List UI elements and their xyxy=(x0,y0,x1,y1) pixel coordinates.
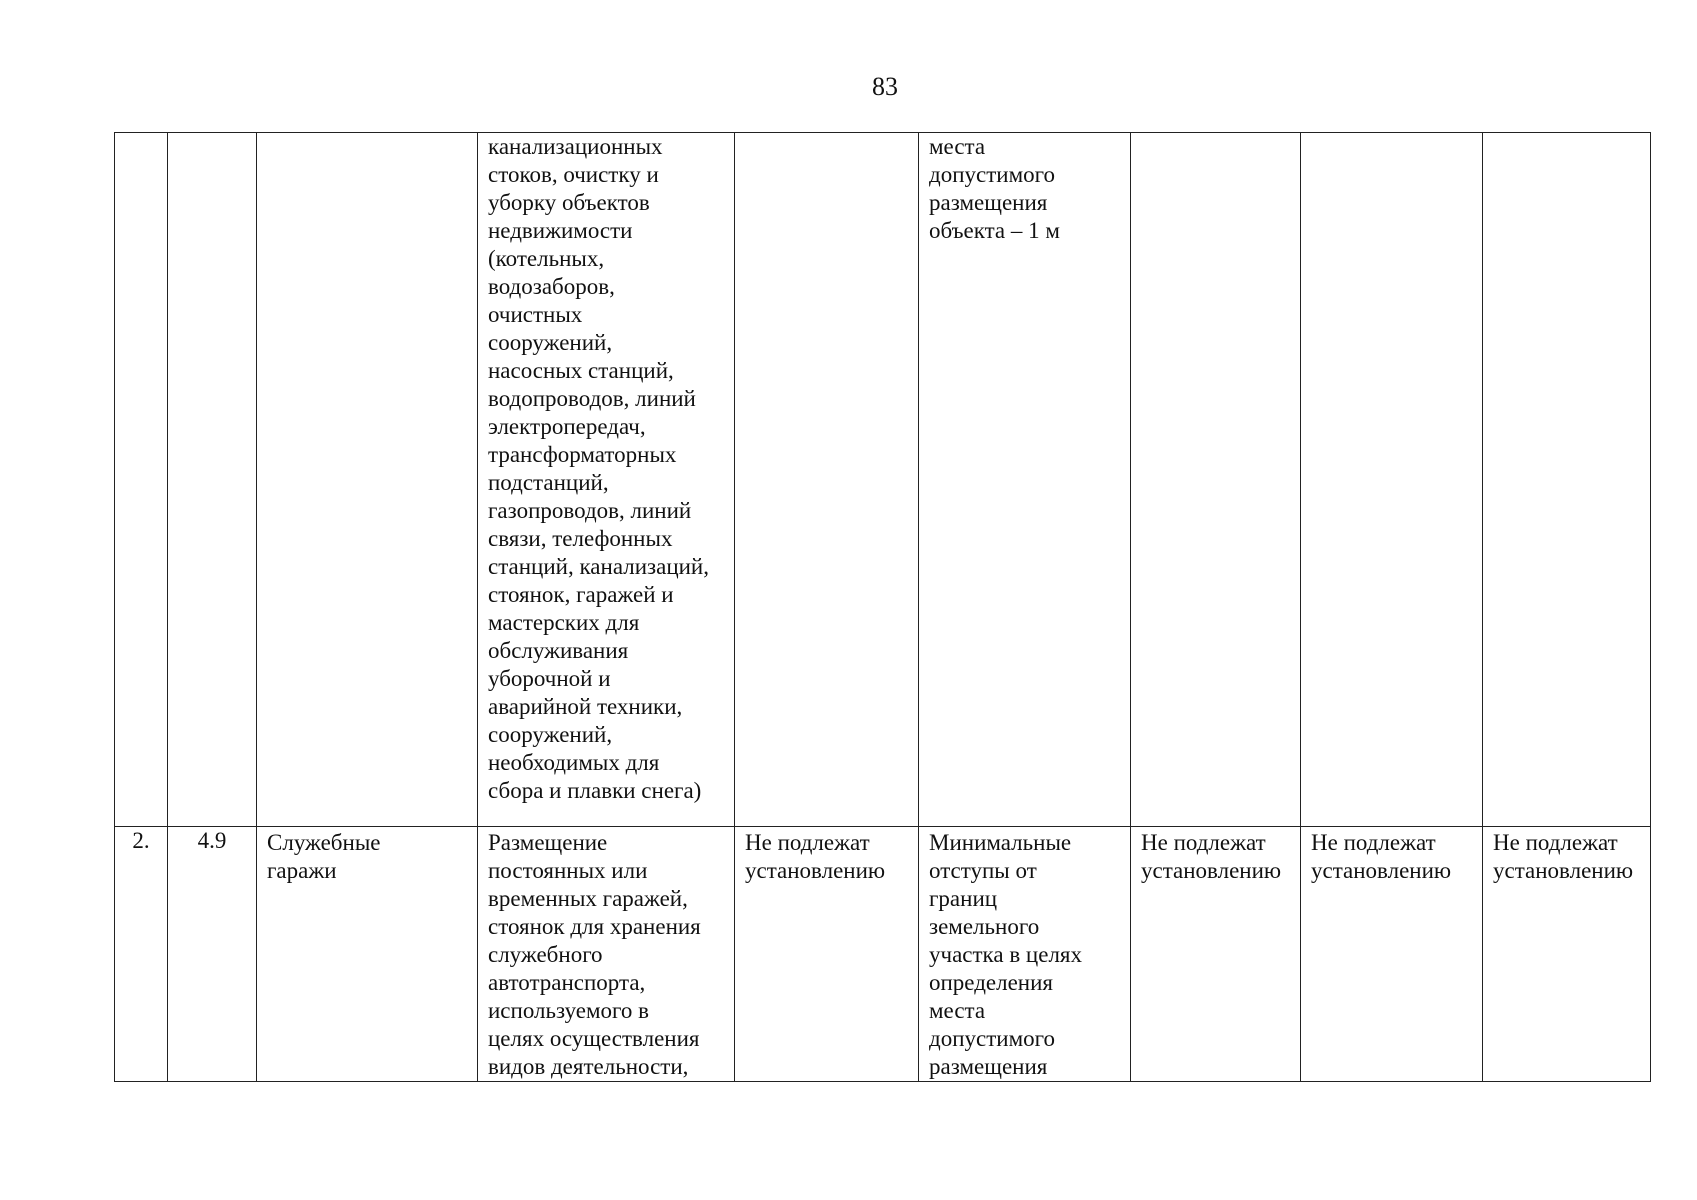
use-description-cell: Размещение постоянных или временных гаражей, стоянок для хранения служебного автотранспорта, используемого в целях осуществления видов деятельности, xyxy=(478,827,735,1082)
regulations-table xyxy=(114,132,1651,1082)
parameter-cell-5: Не подлежат установлению xyxy=(735,827,919,1082)
row-number-cell: 2. xyxy=(115,827,168,1082)
row-number-cell xyxy=(115,133,168,827)
table-row xyxy=(115,827,1651,1082)
parameter-cell-8: Не подлежат установлению xyxy=(1301,827,1483,1082)
code-cell xyxy=(168,133,257,827)
parameter-cell-8 xyxy=(1301,133,1483,827)
parameter-cell-7 xyxy=(1131,133,1301,827)
page-number: 83 xyxy=(872,72,898,101)
setback-cell: места допустимого размещения объекта – 1 м xyxy=(919,133,1131,827)
table-row xyxy=(115,133,1651,827)
use-description-cell: канализационных стоков, очистку и уборку объектов недвижимости (котельных, водозаборов, очистных сооружений, насосных станций, водопроводов, линий электропередач, трансформаторных подстанций, газопроводов, линий связи, телефонных станций, канализаций, стоянок, гаражей и мастерских для обслуживания уборочной и аварийной техники, сооружений, необходимых для сбора и плавки снега) xyxy=(478,133,735,827)
parameter-cell-9 xyxy=(1483,133,1651,827)
parameter-cell-7: Не подлежат установлению xyxy=(1131,827,1301,1082)
code-cell: 4.9 xyxy=(168,827,257,1082)
parameter-cell-9: Не подлежат установлению xyxy=(1483,827,1651,1082)
parameter-cell-5 xyxy=(735,133,919,827)
use-name-cell: Служебные гаражи xyxy=(257,827,478,1082)
use-name-cell xyxy=(257,133,478,827)
setback-cell: Минимальные отступы от границ земельного участка в целях определения места допустимого размещения xyxy=(919,827,1131,1082)
